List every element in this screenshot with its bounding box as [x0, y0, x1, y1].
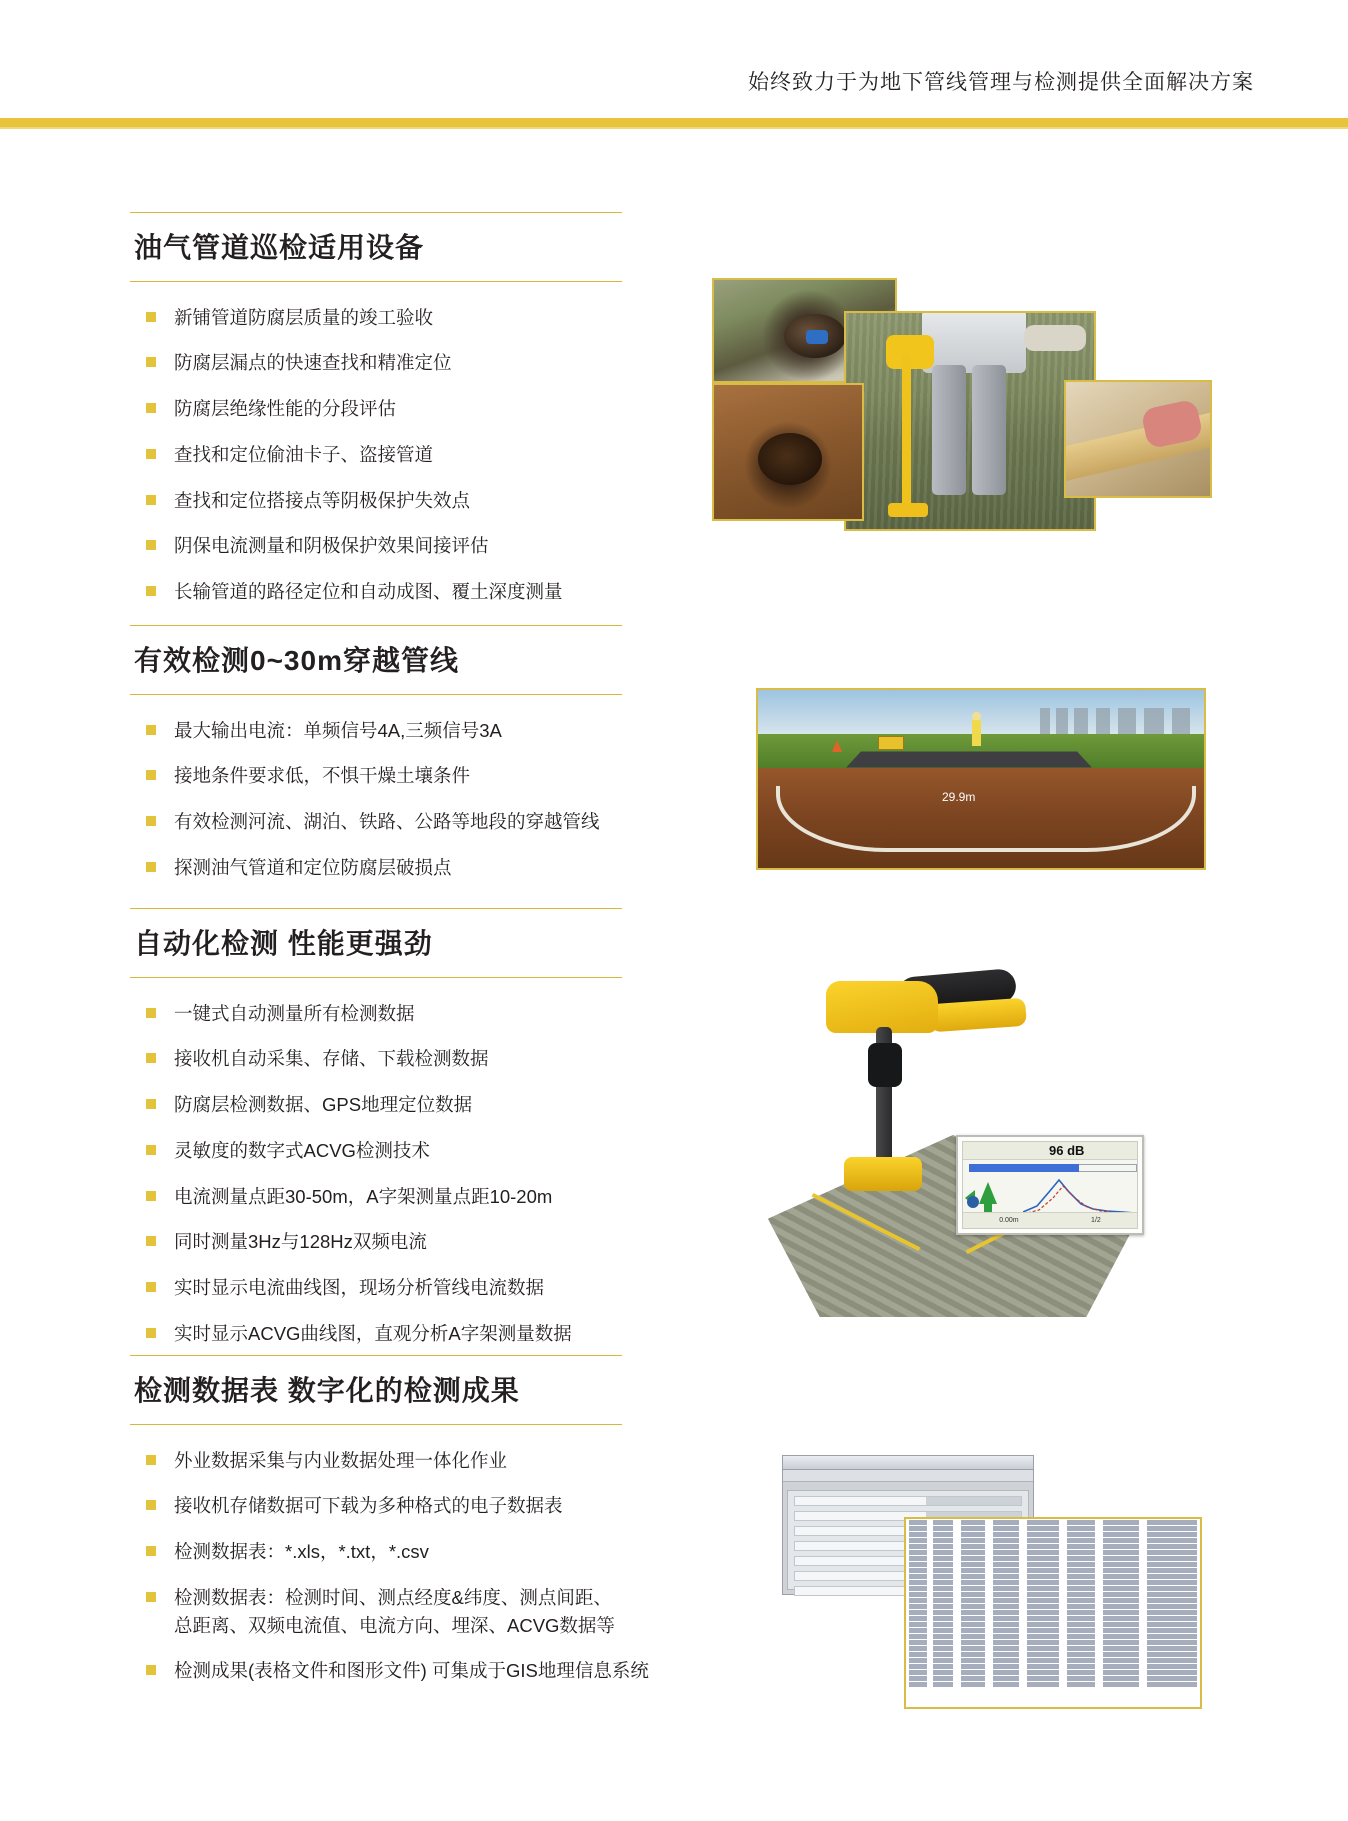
section-title-wrap — [130, 908, 622, 978]
table-row — [909, 1520, 1197, 1525]
table-row — [909, 1532, 1197, 1537]
bullet-square-icon — [146, 495, 156, 505]
bullet-square-icon — [146, 1236, 156, 1246]
list-item-label: 一键式自动测量所有检测数据 — [174, 1002, 415, 1024]
table-row — [909, 1538, 1197, 1543]
illustration-traffic-cone — [832, 740, 842, 752]
list-item — [130, 532, 690, 560]
photo-detail — [758, 433, 822, 485]
list-item — [130, 1320, 690, 1348]
list-item-label: 实时显示ACVG曲线图，直观分析A字架测量数据 — [174, 1322, 572, 1344]
list-item-label: 长输管道的路径定位和自动成图、覆土深度测量 — [174, 581, 563, 603]
table-row — [909, 1622, 1197, 1627]
list-item — [130, 441, 690, 469]
list-item — [130, 1045, 690, 1073]
bullet-square-icon — [146, 1191, 156, 1201]
list-item-label: 接收机存储数据可下载为多种格式的电子数据表 — [174, 1495, 563, 1517]
section-crossing-pipeline-detection — [130, 625, 690, 900]
figure-locator-device — [748, 965, 1188, 1325]
section-rule-bottom — [130, 1424, 622, 1425]
photo-detail — [922, 311, 1026, 373]
device-head — [826, 981, 938, 1033]
table-row — [909, 1634, 1197, 1639]
table-row — [909, 1550, 1197, 1555]
list-item-label: 阴保电流测量和阴极保护效果间接评估 — [174, 535, 489, 557]
list-item — [130, 808, 690, 836]
illustration-transmitter-box — [878, 736, 904, 750]
illustration-worker-body — [972, 720, 981, 746]
lcd-function-bar — [963, 1212, 1137, 1228]
list-item — [130, 1657, 690, 1685]
list-item-label: 接收机自动采集、存储、下载检测数据 — [174, 1048, 489, 1070]
figure-field-photo-collage — [712, 278, 1212, 553]
list-item — [130, 1183, 690, 1211]
list-item-label: 查找和定位搭接点等阴极保护失效点 — [174, 489, 471, 511]
list-item-label: 有效检测河流、湖泊、铁路、公路等地段的穿越管线 — [174, 811, 600, 833]
table-row — [909, 1658, 1197, 1663]
photo-detail — [1024, 325, 1086, 351]
lcd-scale-value: 1/2 — [1091, 1217, 1101, 1224]
direction-arrow-stem — [984, 1200, 992, 1212]
header-tagline: 始终致力于为地下管线管理与检测提供全面解决方案 — [748, 71, 1254, 94]
list-item — [130, 1584, 690, 1640]
bullet-square-icon — [146, 1665, 156, 1675]
bullet-square-icon — [146, 1008, 156, 1018]
bullet-square-icon — [146, 862, 156, 872]
list-item-label: 检测数据表：*.xls，*.txt，*.csv — [174, 1541, 429, 1563]
photo-detail — [972, 365, 1006, 495]
table-row — [909, 1628, 1197, 1633]
photo-trench-hole — [712, 383, 864, 521]
illustration-buried-pipe — [776, 786, 1196, 852]
device-base-antenna — [844, 1157, 922, 1191]
table-row — [909, 1616, 1197, 1621]
photo-detail — [1140, 399, 1203, 450]
list-item — [130, 1000, 690, 1028]
device-control-panel — [868, 1043, 902, 1087]
bullet-square-icon — [146, 1328, 156, 1338]
section-data-table-results — [130, 1355, 690, 1703]
bullet-square-icon — [146, 357, 156, 367]
header-gold-rule — [0, 118, 1348, 127]
section-pipeline-inspection-equipment — [130, 212, 690, 624]
list-item — [130, 1274, 690, 1302]
photo-detail — [846, 313, 1094, 529]
bullet-square-icon — [146, 1053, 156, 1063]
bullet-square-icon — [146, 312, 156, 322]
list-item — [130, 1538, 690, 1566]
device-handle-grip — [929, 998, 1027, 1033]
bullet-square-icon — [146, 1455, 156, 1465]
photo-detail — [932, 365, 966, 495]
table-row — [909, 1652, 1197, 1657]
table-row — [909, 1526, 1197, 1531]
list-item — [130, 1492, 690, 1520]
photo-operator-with-locator — [844, 311, 1096, 531]
bullet-square-icon — [146, 725, 156, 735]
table-row — [909, 1574, 1197, 1579]
lcd-depth-value: 0.00m — [999, 1217, 1019, 1224]
section-title: 自动化检测 性能更强劲 — [134, 928, 433, 959]
list-item — [130, 578, 690, 606]
bullet-square-icon — [146, 540, 156, 550]
list-item-label: 电流测量点距30-50m，A字架测量点距10-20m — [174, 1185, 553, 1207]
bullet-square-icon — [146, 449, 156, 459]
list-item-label-continued: 总距离、双频电流值、电流方向、埋深、ACVG数据等 — [174, 1614, 615, 1636]
table-row — [909, 1640, 1197, 1645]
section-title-wrap — [130, 212, 622, 282]
photo-detail — [888, 503, 928, 517]
list-item-label: 检测数据表：检测时间、测点经度&纬度、测点间距、 — [174, 1586, 612, 1608]
list-item-label: 探测油气管道和定位防腐层破损点 — [174, 856, 452, 878]
list-item — [130, 854, 690, 882]
table-row — [909, 1544, 1197, 1549]
list-item — [130, 1091, 690, 1119]
table-row — [909, 1586, 1197, 1591]
table-row — [909, 1592, 1197, 1597]
figure-software-and-data-table — [782, 1455, 1202, 1710]
bullet-square-icon — [146, 1145, 156, 1155]
bullet-square-icon — [146, 1500, 156, 1510]
section-title-wrap — [130, 1355, 622, 1425]
header-gold-rule-secondary — [0, 127, 1348, 129]
bullet-list — [130, 1447, 690, 1686]
page-header — [0, 0, 1348, 140]
device-screen-callout — [956, 1135, 1144, 1235]
bullet-square-icon — [146, 586, 156, 596]
signal-indicator-icon — [967, 1196, 979, 1208]
list-item — [130, 304, 690, 332]
signal-curve-graph — [1023, 1176, 1135, 1216]
bullet-list — [130, 717, 690, 882]
figure-crossing-illustration — [756, 688, 1206, 870]
depth-label: 29.9m — [942, 790, 976, 804]
window-title-bar — [783, 1456, 1033, 1470]
list-item-label: 防腐层漏点的快速查找和精准定位 — [174, 352, 452, 374]
list-item-label: 新铺管道防腐层质量的竣工验收 — [174, 306, 434, 328]
bullet-square-icon — [146, 1099, 156, 1109]
list-item-label: 检测成果(表格文件和图形文件) 可集成于GIS地理信息系统 — [174, 1660, 649, 1682]
list-item — [130, 395, 690, 423]
section-automated-detection — [130, 908, 690, 1366]
list-item — [130, 1228, 690, 1256]
list-item-label: 防腐层检测数据、GPS地理定位数据 — [174, 1094, 473, 1116]
bullet-square-icon — [146, 1282, 156, 1292]
list-item — [130, 717, 690, 745]
signal-db-reading: 96 dB — [1049, 1143, 1085, 1158]
list-item — [130, 349, 690, 377]
list-item — [130, 762, 690, 790]
list-item — [130, 1447, 690, 1475]
window-form-row — [794, 1496, 1022, 1506]
bullet-square-icon — [146, 403, 156, 413]
bullet-list — [130, 1000, 690, 1348]
section-rule-bottom — [130, 977, 622, 978]
table-row — [909, 1664, 1197, 1669]
list-item-label: 防腐层绝缘性能的分段评估 — [174, 398, 397, 420]
section-title-wrap — [130, 625, 622, 695]
window-menu-bar — [783, 1470, 1033, 1482]
signal-bar-fill — [969, 1164, 1079, 1172]
table-row — [909, 1568, 1197, 1573]
list-item-label: 查找和定位偷油卡子、盗接管道 — [174, 443, 434, 465]
list-item — [130, 1137, 690, 1165]
table-row — [909, 1580, 1197, 1585]
table-row — [909, 1676, 1197, 1681]
bullet-square-icon — [146, 1592, 156, 1602]
list-item-label: 同时测量3Hz与128Hz双频电流 — [174, 1231, 427, 1253]
list-item-label: 最大输出电流：单频信号4A,三频信号3A — [174, 719, 502, 741]
section-title: 有效检测0~30m穿越管线 — [134, 645, 459, 676]
lcd-display — [962, 1141, 1138, 1229]
photo-detail — [784, 314, 846, 358]
section-rule-bottom — [130, 694, 622, 695]
list-item — [130, 487, 690, 515]
table-row — [909, 1598, 1197, 1603]
bullet-list — [130, 304, 690, 606]
list-item-label: 接地条件要求低，不惧干燥土壤条件 — [174, 765, 471, 787]
photo-detail — [1064, 408, 1212, 482]
photo-detail — [902, 355, 911, 515]
table-row — [909, 1610, 1197, 1615]
exported-data-table — [904, 1517, 1202, 1709]
list-item-label: 外业数据采集与内业数据处理一体化作业 — [174, 1449, 508, 1471]
bullet-square-icon — [146, 1546, 156, 1556]
section-title: 油气管道巡检适用设备 — [134, 232, 425, 263]
table-row — [909, 1562, 1197, 1567]
section-title: 检测数据表 数字化的检测成果 — [134, 1375, 520, 1406]
photo-pipe-coating-test — [1064, 380, 1212, 498]
section-rule-bottom — [130, 281, 622, 282]
bullet-square-icon — [146, 770, 156, 780]
table-row — [909, 1604, 1197, 1609]
table-row — [909, 1556, 1197, 1561]
table-row — [909, 1646, 1197, 1651]
table-row — [909, 1670, 1197, 1675]
list-item-label: 实时显示电流曲线图，现场分析管线电流数据 — [174, 1277, 545, 1299]
table-row — [909, 1682, 1197, 1687]
list-item-label: 灵敏度的数字式ACVG检测技术 — [174, 1139, 430, 1161]
photo-detail — [806, 330, 828, 344]
bullet-square-icon — [146, 816, 156, 826]
photo-detail — [886, 335, 934, 369]
